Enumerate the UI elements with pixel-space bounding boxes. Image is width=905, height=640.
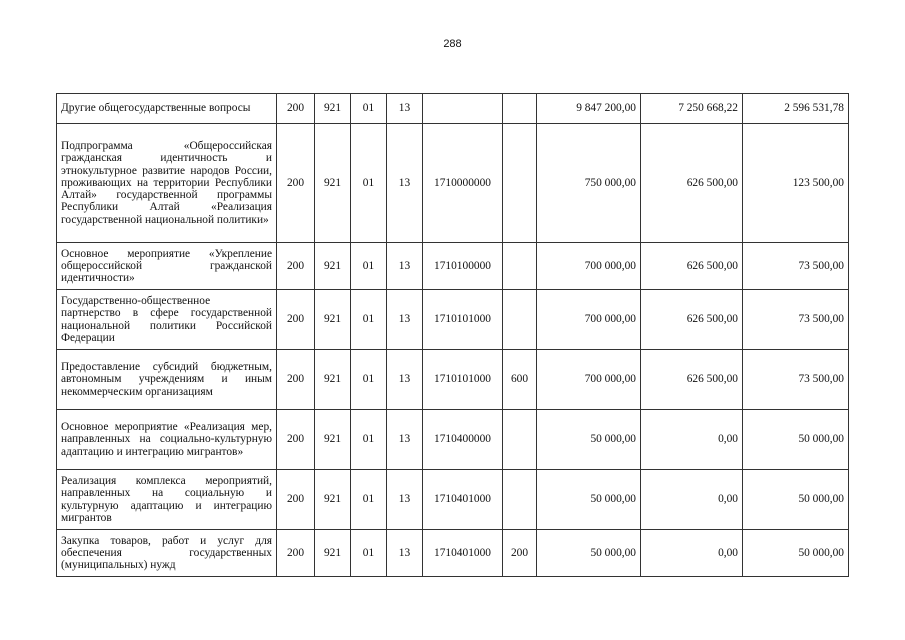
amount-second-cell: 626 500,00 [641, 124, 743, 243]
department-code-cell: 921 [315, 290, 351, 350]
budget-table [56, 93, 849, 577]
expense-type-cell [503, 94, 537, 124]
section-code-cell: 01 [351, 243, 387, 290]
ministry-code-cell: 200 [277, 290, 315, 350]
department-code-cell: 921 [315, 350, 351, 410]
expense-type-cell [503, 470, 537, 530]
amount-total-cell: 50 000,00 [537, 410, 641, 470]
target-article-cell: 1710401000 [423, 470, 503, 530]
target-article-cell: 1710100000 [423, 243, 503, 290]
subsection-code-cell: 13 [387, 350, 423, 410]
amount-third-cell: 73 500,00 [743, 243, 849, 290]
amount-total-cell: 50 000,00 [537, 470, 641, 530]
table-row [57, 290, 849, 350]
ministry-code-cell: 200 [277, 470, 315, 530]
section-code-cell: 01 [351, 94, 387, 124]
subsection-code-cell: 13 [387, 530, 423, 577]
target-article-cell: 1710000000 [423, 124, 503, 243]
ministry-code-cell: 200 [277, 350, 315, 410]
department-code-cell: 921 [315, 410, 351, 470]
department-code-cell: 921 [315, 124, 351, 243]
ministry-code-cell: 200 [277, 243, 315, 290]
subsection-code-cell: 13 [387, 470, 423, 530]
target-article-cell: 1710101000 [423, 350, 503, 410]
amount-second-cell: 0,00 [641, 470, 743, 530]
row-name-cell: Предоставление субсидий бюджетным, автономным учреждениям и иным некоммерческим организациям [57, 350, 277, 410]
amount-third-cell: 73 500,00 [743, 350, 849, 410]
expense-type-cell [503, 410, 537, 470]
amount-second-cell: 626 500,00 [641, 350, 743, 410]
ministry-code-cell: 200 [277, 94, 315, 124]
expense-type-cell [503, 124, 537, 243]
target-article-cell [423, 94, 503, 124]
amount-total-cell: 750 000,00 [537, 124, 641, 243]
amount-second-cell: 0,00 [641, 410, 743, 470]
section-code-cell: 01 [351, 410, 387, 470]
table-row [57, 410, 849, 470]
amount-total-cell: 700 000,00 [537, 350, 641, 410]
department-code-cell: 921 [315, 470, 351, 530]
department-code-cell: 921 [315, 94, 351, 124]
page-number: 288 [443, 38, 462, 50]
table-row [57, 243, 849, 290]
table-row [57, 94, 849, 124]
ministry-code-cell: 200 [277, 124, 315, 243]
amount-total-cell: 9 847 200,00 [537, 94, 641, 124]
subsection-code-cell: 13 [387, 290, 423, 350]
expense-type-cell: 600 [503, 350, 537, 410]
section-code-cell: 01 [351, 350, 387, 410]
target-article-cell: 1710101000 [423, 290, 503, 350]
target-article-cell: 1710400000 [423, 410, 503, 470]
amount-third-cell: 2 596 531,78 [743, 94, 849, 124]
table-body [57, 94, 849, 577]
expense-type-cell [503, 290, 537, 350]
department-code-cell: 921 [315, 243, 351, 290]
amount-total-cell: 700 000,00 [537, 290, 641, 350]
amount-second-cell: 626 500,00 [641, 290, 743, 350]
section-code-cell: 01 [351, 124, 387, 243]
target-article-cell: 1710401000 [423, 530, 503, 577]
row-name-cell: Государственно-общественное партнерство в сфере государственной национальной политики Российской Федерации [57, 290, 277, 350]
section-code-cell: 01 [351, 470, 387, 530]
department-code-cell: 921 [315, 530, 351, 577]
amount-third-cell: 123 500,00 [743, 124, 849, 243]
subsection-code-cell: 13 [387, 94, 423, 124]
row-name-cell: Закупка товаров, работ и услуг для обеспечения государственных (муниципальных) нужд [57, 530, 277, 577]
row-name-cell: Подпрограмма «Общероссийская гражданская идентичность и этнокультурное развитие народов России, проживающих на территории Республики Алтай» государственной программы Республики Алтай «Реализация государственной национальной политики» [57, 124, 277, 243]
amount-second-cell: 0,00 [641, 530, 743, 577]
amount-total-cell: 700 000,00 [537, 243, 641, 290]
amount-third-cell: 50 000,00 [743, 530, 849, 577]
ministry-code-cell: 200 [277, 410, 315, 470]
expense-type-cell [503, 243, 537, 290]
table-row [57, 470, 849, 530]
section-code-cell: 01 [351, 290, 387, 350]
row-name-cell: Другие общегосударственные вопросы [57, 94, 277, 124]
table-row [57, 124, 849, 243]
subsection-code-cell: 13 [387, 410, 423, 470]
table-row [57, 530, 849, 577]
amount-third-cell: 50 000,00 [743, 410, 849, 470]
row-name-cell: Основное мероприятие «Реализация мер, направленных на социально-культурную адаптацию и интеграцию мигрантов» [57, 410, 277, 470]
row-name-cell: Основное мероприятие «Укрепление общероссийской гражданской идентичности» [57, 243, 277, 290]
row-name-cell: Реализация комплекса мероприятий, направленных на социальную и культурную адаптацию и интеграцию мигрантов [57, 470, 277, 530]
subsection-code-cell: 13 [387, 124, 423, 243]
subsection-code-cell: 13 [387, 243, 423, 290]
amount-second-cell: 7 250 668,22 [641, 94, 743, 124]
section-code-cell: 01 [351, 530, 387, 577]
amount-total-cell: 50 000,00 [537, 530, 641, 577]
amount-second-cell: 626 500,00 [641, 243, 743, 290]
amount-third-cell: 73 500,00 [743, 290, 849, 350]
ministry-code-cell: 200 [277, 530, 315, 577]
expense-type-cell: 200 [503, 530, 537, 577]
table-row [57, 350, 849, 410]
amount-third-cell: 50 000,00 [743, 470, 849, 530]
